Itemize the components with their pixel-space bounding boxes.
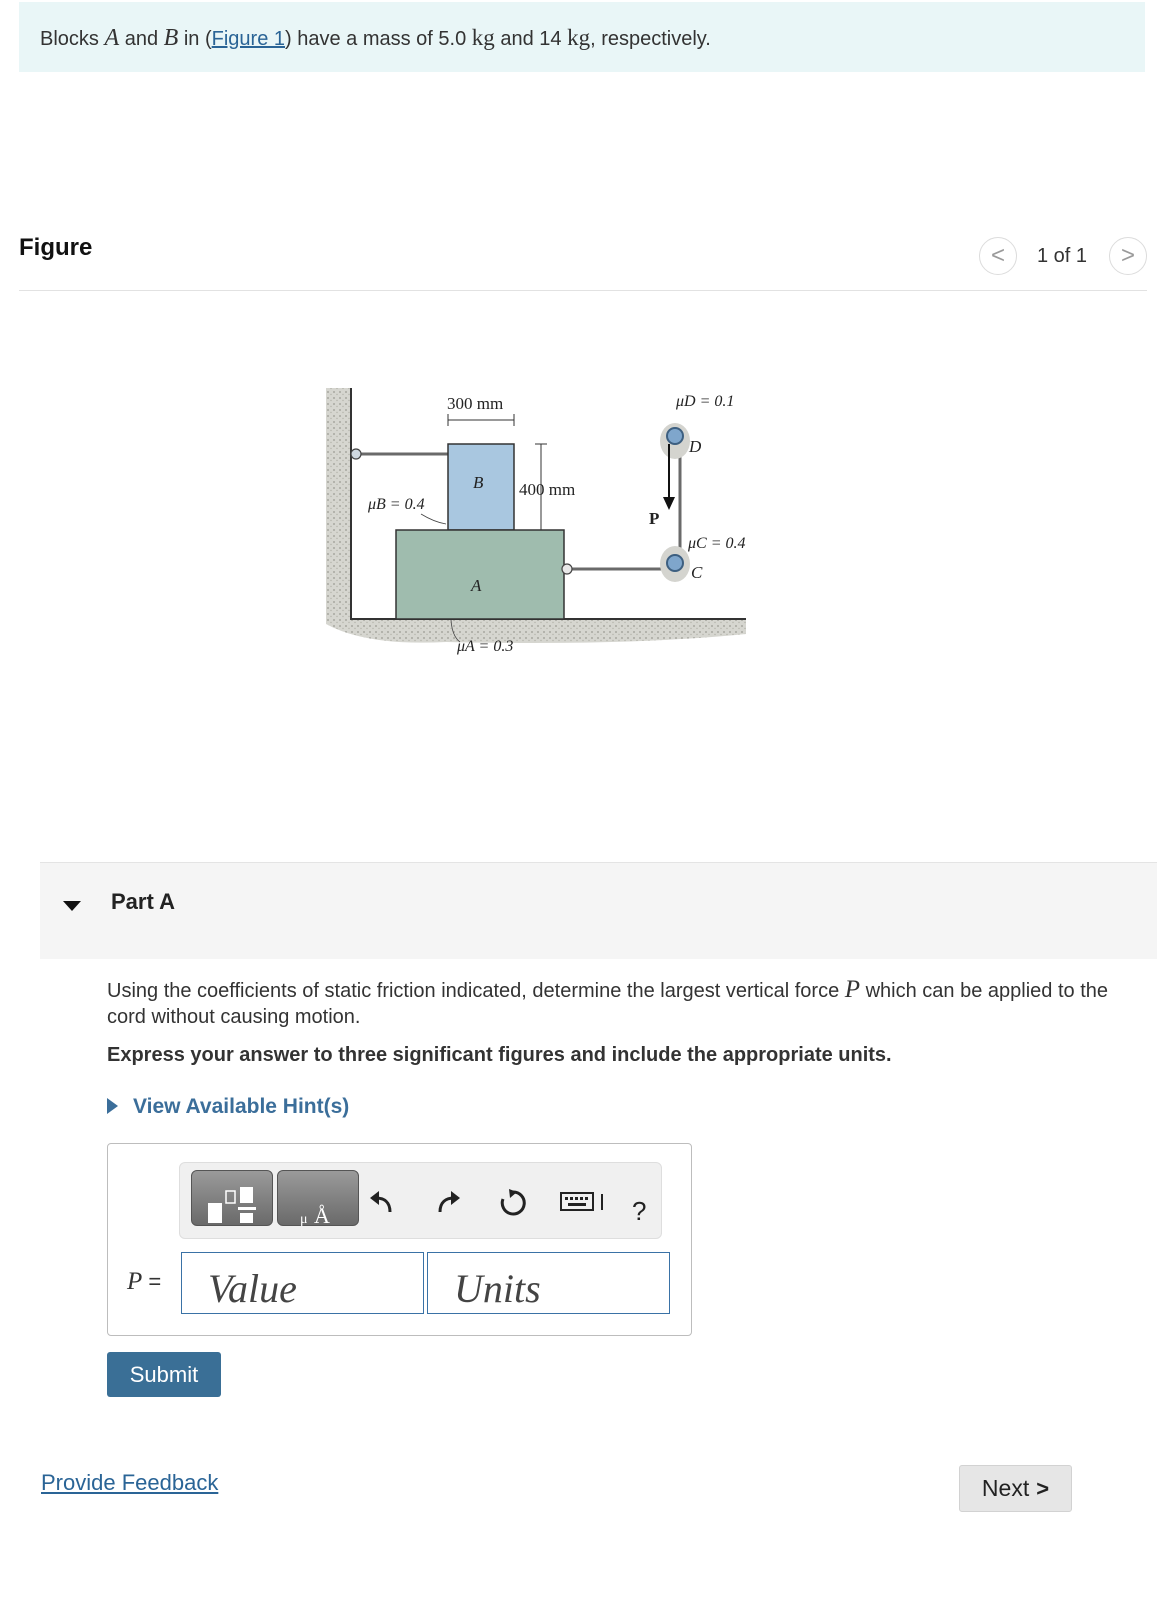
label-peg-c: C (691, 563, 703, 582)
unit-kg: kg (567, 25, 591, 50)
submit-button[interactable]: Submit (107, 1352, 221, 1397)
svg-text:Å: Å (314, 1203, 330, 1227)
prev-figure-button[interactable] (979, 237, 1017, 275)
keyboard-icon[interactable] (560, 1188, 610, 1221)
question-text (107, 977, 1147, 1030)
value-input[interactable] (181, 1252, 424, 1314)
caret-down-icon[interactable] (63, 901, 81, 911)
caret-right-icon (107, 1098, 118, 1114)
math-var-b: B (163, 25, 179, 51)
intro-text: and 14 (494, 28, 568, 50)
label-peg-d: D (689, 437, 702, 456)
label-mu-b: μB = 0.4 (368, 496, 425, 513)
hint-label: View Available Hint(s) (133, 1095, 350, 1118)
symbols-button[interactable] (277, 1170, 359, 1226)
svg-text:μ: μ (300, 1212, 308, 1227)
math-var-p: P (844, 976, 861, 1003)
figure-pager: 1 of 1 (1037, 245, 1088, 267)
label-height: 400 mm (519, 480, 576, 499)
math-var-p: P (127, 1268, 143, 1295)
problem-statement (19, 2, 1145, 72)
chevron-right-icon: > (1036, 1475, 1050, 1501)
next-figure-button[interactable] (1109, 237, 1147, 275)
chevron-right-icon: > (1120, 242, 1135, 269)
label-width: 300 mm (447, 394, 504, 413)
provide-feedback-link[interactable]: Provide Feedback (41, 1470, 219, 1495)
help-icon[interactable]: ? (632, 1196, 647, 1226)
peg-d (667, 428, 683, 444)
angstrom-icon (278, 1171, 360, 1227)
chevron-left-icon: < (990, 242, 1005, 269)
question-segment: which can be applied to the cord without causing motion. (107, 980, 1108, 1028)
view-hints-toggle[interactable] (107, 1095, 349, 1119)
label-block-a: A (471, 576, 482, 595)
label-mu-c: μC = 0.4 (688, 535, 746, 552)
undo-icon[interactable] (368, 1188, 396, 1223)
intro-text: , respectively. (590, 28, 711, 50)
templates-icon (192, 1171, 274, 1227)
next-label: Next (981, 1475, 1030, 1501)
block-a (396, 530, 564, 619)
units-input[interactable] (427, 1252, 670, 1314)
label-block-b: B (473, 473, 484, 492)
question-segment: Using the coefficients of static friction indicated, determine the largest vertical force (107, 980, 845, 1002)
equals-sign: = (142, 1269, 162, 1294)
block-a-pin (562, 564, 572, 574)
intro-text: and (119, 28, 164, 50)
peg-c (667, 555, 683, 571)
label-mu-a: μA = 0.3 (457, 638, 514, 655)
part-title: Part A (111, 889, 175, 914)
figure-divider (19, 290, 1147, 291)
part-a-header[interactable] (40, 862, 1157, 959)
answer-label (127, 1268, 161, 1296)
instructions: Express your answer to three significant figures and include the appropriate units. (107, 1044, 892, 1066)
intro-text: Blocks (40, 28, 105, 50)
figure-heading: Figure (19, 234, 93, 261)
next-button[interactable] (959, 1465, 1072, 1512)
intro-text: in ( (178, 28, 212, 50)
intro-text: ) have a mass of 5.0 (285, 28, 472, 50)
reset-icon[interactable] (498, 1188, 528, 1225)
figure-diagram (326, 384, 776, 674)
redo-icon[interactable] (434, 1188, 462, 1223)
wall-pin (351, 449, 361, 459)
label-force: P (649, 509, 660, 528)
templates-button[interactable] (191, 1170, 273, 1226)
figure-link[interactable]: Figure 1 (211, 28, 286, 50)
label-mu-d: μD = 0.1 (676, 393, 735, 410)
math-var-a: A (104, 25, 120, 51)
unit-kg: kg (471, 25, 495, 50)
